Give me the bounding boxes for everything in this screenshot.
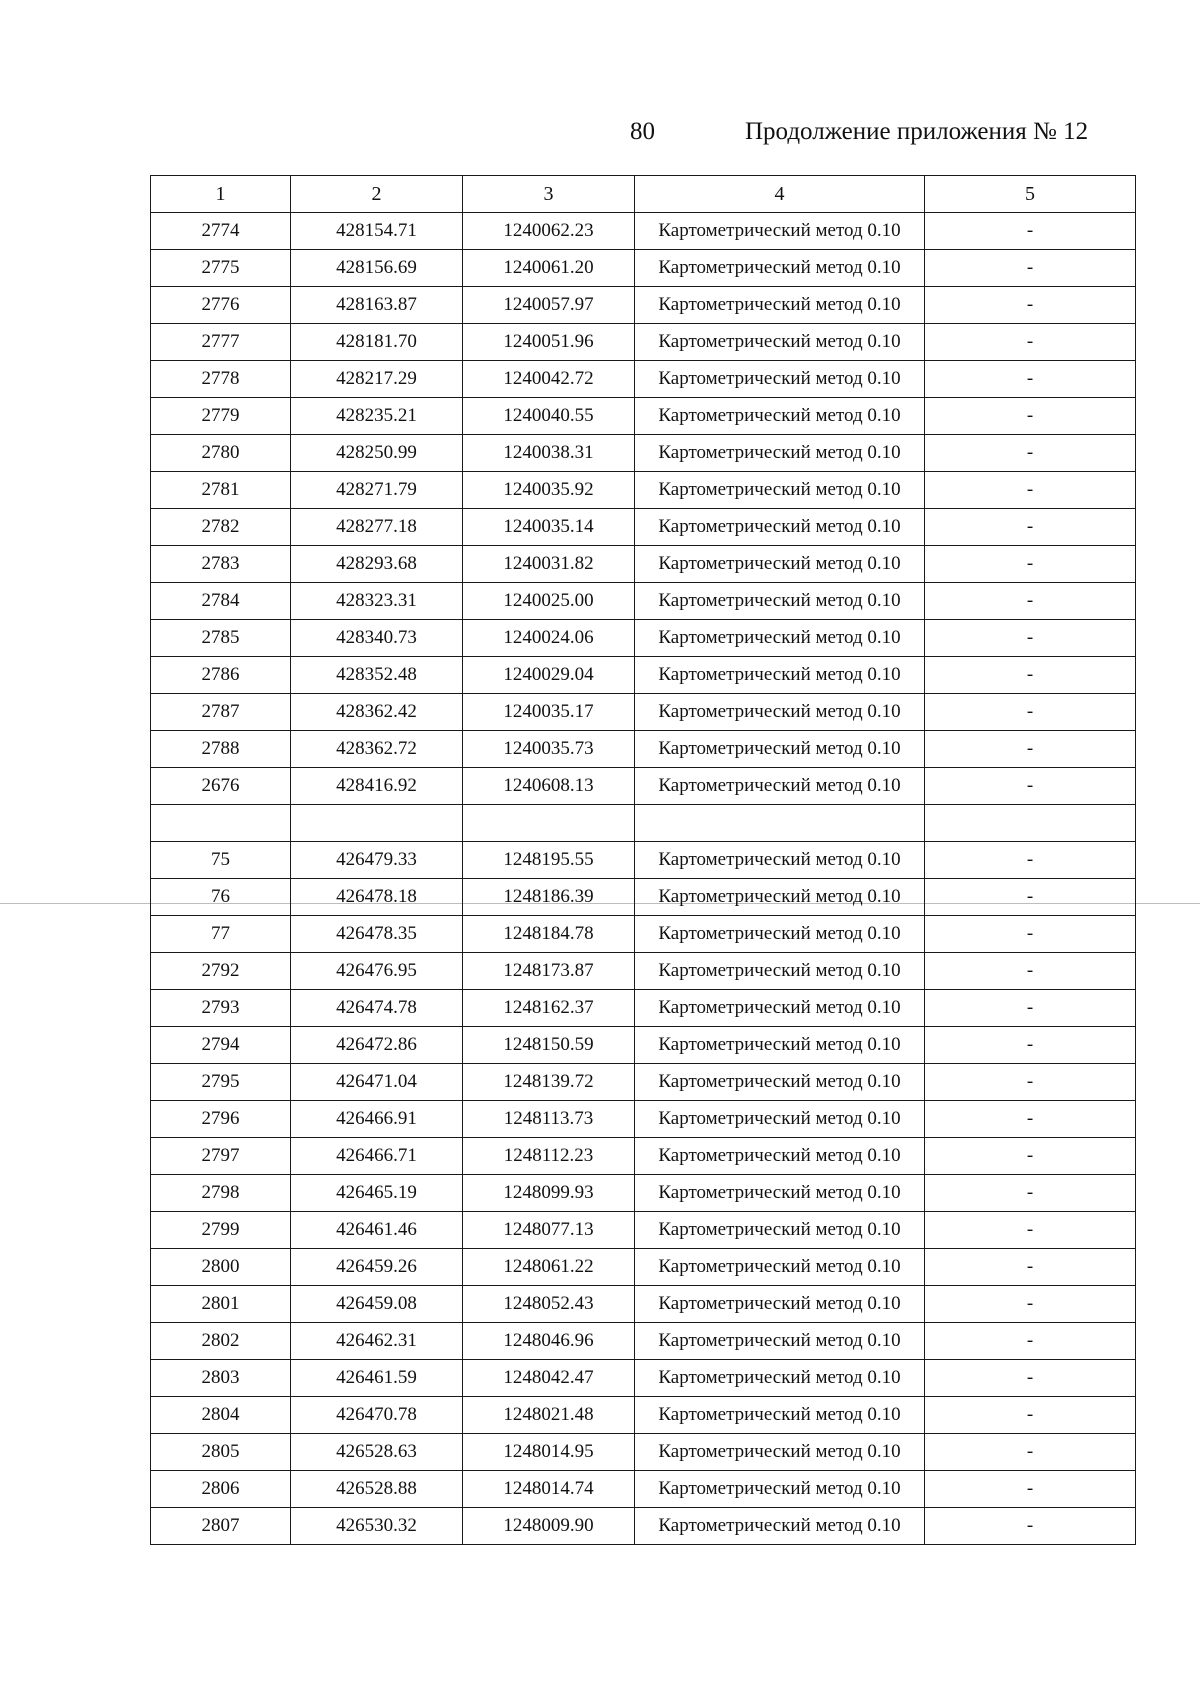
x-coordinate-cell: 426528.88 (291, 1471, 463, 1508)
method-cell: Картометрический метод 0.10 (635, 1064, 925, 1101)
y-coordinate-cell: 1240038.31 (463, 435, 635, 472)
x-coordinate-cell: 426530.32 (291, 1508, 463, 1545)
method-cell: Картометрический метод 0.10 (635, 1471, 925, 1508)
table-row (151, 1508, 1136, 1545)
point-number-cell: 2797 (151, 1138, 291, 1175)
x-coordinate-cell: 426476.95 (291, 953, 463, 990)
point-number-cell: 2774 (151, 213, 291, 250)
page-header (0, 118, 1200, 162)
y-coordinate-cell: 1240608.13 (463, 768, 635, 805)
table-row (151, 1027, 1136, 1064)
note-cell: - (925, 250, 1136, 287)
note-cell: - (925, 731, 1136, 768)
table-header-row (151, 176, 1136, 213)
method-cell: Картометрический метод 0.10 (635, 1508, 925, 1545)
method-cell: Картометрический метод 0.10 (635, 1397, 925, 1434)
note-cell: - (925, 694, 1136, 731)
point-number-cell: 2777 (151, 324, 291, 361)
y-coordinate-cell: 1248009.90 (463, 1508, 635, 1545)
x-coordinate-cell: 426474.78 (291, 990, 463, 1027)
point-number-cell: 2796 (151, 1101, 291, 1138)
note-cell: - (925, 1323, 1136, 1360)
note-cell: - (925, 1508, 1136, 1545)
point-number-cell: 75 (151, 842, 291, 879)
point-number-cell: 2798 (151, 1175, 291, 1212)
table-row (151, 435, 1136, 472)
method-cell: Картометрический метод 0.10 (635, 1323, 925, 1360)
point-number-cell: 2801 (151, 1286, 291, 1323)
x-coordinate-cell: 428156.69 (291, 250, 463, 287)
column-header-4: 4 (635, 176, 925, 213)
y-coordinate-cell: 1240062.23 (463, 213, 635, 250)
point-number-cell: 2802 (151, 1323, 291, 1360)
table-body (151, 213, 1136, 1545)
table-row (151, 990, 1136, 1027)
point-number-cell: 2807 (151, 1508, 291, 1545)
x-coordinate-cell: 428277.18 (291, 509, 463, 546)
x-coordinate-cell: 428362.72 (291, 731, 463, 768)
point-number-cell: 76 (151, 879, 291, 916)
y-coordinate-cell: 1240024.06 (463, 620, 635, 657)
table-row (151, 953, 1136, 990)
y-coordinate-cell: 1248061.22 (463, 1249, 635, 1286)
point-number-cell: 2785 (151, 620, 291, 657)
y-coordinate-cell: 1240061.20 (463, 250, 635, 287)
x-coordinate-cell: 428416.92 (291, 768, 463, 805)
x-coordinate-cell: 428235.21 (291, 398, 463, 435)
table-row (151, 657, 1136, 694)
table-row (151, 1212, 1136, 1249)
table-row (151, 1471, 1136, 1508)
point-number-cell: 2805 (151, 1434, 291, 1471)
x-coordinate-cell: 426466.71 (291, 1138, 463, 1175)
x-coordinate-cell: 428181.70 (291, 324, 463, 361)
x-coordinate-cell: 428340.73 (291, 620, 463, 657)
x-coordinate-cell: 426470.78 (291, 1397, 463, 1434)
coordinates-table (150, 175, 1136, 1545)
note-cell: - (925, 1101, 1136, 1138)
point-number-cell: 2795 (151, 1064, 291, 1101)
method-cell: Картометрический метод 0.10 (635, 1360, 925, 1397)
note-cell: - (925, 1249, 1136, 1286)
point-number-cell (151, 805, 291, 842)
y-coordinate-cell: 1240035.92 (463, 472, 635, 509)
y-coordinate-cell: 1240025.00 (463, 583, 635, 620)
x-coordinate-cell: 426459.08 (291, 1286, 463, 1323)
page-number: 80 (630, 118, 655, 145)
method-cell: Картометрический метод 0.10 (635, 287, 925, 324)
page-caption: Продолжение приложения № 12 (745, 118, 1089, 145)
y-coordinate-cell: 1248014.95 (463, 1434, 635, 1471)
note-cell: - (925, 583, 1136, 620)
y-coordinate-cell: 1248150.59 (463, 1027, 635, 1064)
note-cell: - (925, 213, 1136, 250)
note-cell: - (925, 398, 1136, 435)
x-coordinate-cell: 426528.63 (291, 1434, 463, 1471)
note-cell: - (925, 1064, 1136, 1101)
note-cell: - (925, 842, 1136, 879)
column-header-1: 1 (151, 176, 291, 213)
x-coordinate-cell: 428154.71 (291, 213, 463, 250)
x-coordinate-cell: 428250.99 (291, 435, 463, 472)
y-coordinate-cell: 1248042.47 (463, 1360, 635, 1397)
y-coordinate-cell: 1248046.96 (463, 1323, 635, 1360)
table-row (151, 1101, 1136, 1138)
method-cell: Картометрический метод 0.10 (635, 1249, 925, 1286)
table-row (151, 583, 1136, 620)
note-cell: - (925, 287, 1136, 324)
method-cell: Картометрический метод 0.10 (635, 1434, 925, 1471)
note-cell: - (925, 509, 1136, 546)
note-cell: - (925, 916, 1136, 953)
table-row (151, 250, 1136, 287)
x-coordinate-cell: 426461.59 (291, 1360, 463, 1397)
table-row (151, 1064, 1136, 1101)
y-coordinate-cell: 1248021.48 (463, 1397, 635, 1434)
method-cell: Картометрический метод 0.10 (635, 1138, 925, 1175)
x-coordinate-cell: 428352.48 (291, 657, 463, 694)
method-cell: Картометрический метод 0.10 (635, 250, 925, 287)
x-coordinate-cell: 426478.18 (291, 879, 463, 916)
point-number-cell: 2786 (151, 657, 291, 694)
table-row (151, 324, 1136, 361)
point-number-cell: 2781 (151, 472, 291, 509)
method-cell: Картометрический метод 0.10 (635, 879, 925, 916)
table-row (151, 805, 1136, 842)
y-coordinate-cell: 1248186.39 (463, 879, 635, 916)
point-number-cell: 2782 (151, 509, 291, 546)
method-cell: Картометрический метод 0.10 (635, 768, 925, 805)
point-number-cell: 2806 (151, 1471, 291, 1508)
note-cell: - (925, 768, 1136, 805)
y-coordinate-cell: 1240040.55 (463, 398, 635, 435)
y-coordinate-cell: 1248139.72 (463, 1064, 635, 1101)
table-row (151, 1138, 1136, 1175)
y-coordinate-cell: 1248173.87 (463, 953, 635, 990)
note-cell: - (925, 324, 1136, 361)
note-cell: - (925, 1138, 1136, 1175)
method-cell: Картометрический метод 0.10 (635, 953, 925, 990)
y-coordinate-cell: 1240042.72 (463, 361, 635, 398)
x-coordinate-cell: 426466.91 (291, 1101, 463, 1138)
x-coordinate-cell: 428163.87 (291, 287, 463, 324)
table-row (151, 1360, 1136, 1397)
y-coordinate-cell: 1248195.55 (463, 842, 635, 879)
x-coordinate-cell: 428293.68 (291, 546, 463, 583)
table-row (151, 1434, 1136, 1471)
x-coordinate-cell: 426465.19 (291, 1175, 463, 1212)
x-coordinate-cell: 428271.79 (291, 472, 463, 509)
method-cell: Картометрический метод 0.10 (635, 398, 925, 435)
x-coordinate-cell: 428362.42 (291, 694, 463, 731)
y-coordinate-cell: 1248052.43 (463, 1286, 635, 1323)
table-row (151, 472, 1136, 509)
point-number-cell: 2800 (151, 1249, 291, 1286)
note-cell: - (925, 546, 1136, 583)
method-cell: Картометрический метод 0.10 (635, 472, 925, 509)
table-row (151, 879, 1136, 916)
y-coordinate-cell: 1248014.74 (463, 1471, 635, 1508)
note-cell: - (925, 1286, 1136, 1323)
table-row (151, 842, 1136, 879)
note-cell: - (925, 1471, 1136, 1508)
method-cell: Картометрический метод 0.10 (635, 1175, 925, 1212)
table-row (151, 398, 1136, 435)
note-cell: - (925, 879, 1136, 916)
point-number-cell: 2784 (151, 583, 291, 620)
method-cell: Картометрический метод 0.10 (635, 620, 925, 657)
point-number-cell: 2799 (151, 1212, 291, 1249)
method-cell: Картометрический метод 0.10 (635, 361, 925, 398)
method-cell: Картометрический метод 0.10 (635, 546, 925, 583)
table-row (151, 361, 1136, 398)
point-number-cell: 2804 (151, 1397, 291, 1434)
y-coordinate-cell: 1240051.96 (463, 324, 635, 361)
point-number-cell: 2780 (151, 435, 291, 472)
method-cell: Картометрический метод 0.10 (635, 731, 925, 768)
point-number-cell: 2787 (151, 694, 291, 731)
x-coordinate-cell: 426479.33 (291, 842, 463, 879)
point-number-cell: 2776 (151, 287, 291, 324)
y-coordinate-cell: 1248099.93 (463, 1175, 635, 1212)
point-number-cell: 2676 (151, 768, 291, 805)
note-cell: - (925, 435, 1136, 472)
x-coordinate-cell: 426472.86 (291, 1027, 463, 1064)
x-coordinate-cell (291, 805, 463, 842)
x-coordinate-cell: 426478.35 (291, 916, 463, 953)
table-row (151, 916, 1136, 953)
method-cell: Картометрический метод 0.10 (635, 509, 925, 546)
y-coordinate-cell: 1248113.73 (463, 1101, 635, 1138)
method-cell: Картометрический метод 0.10 (635, 324, 925, 361)
x-coordinate-cell: 426471.04 (291, 1064, 463, 1101)
method-cell: Картометрический метод 0.10 (635, 657, 925, 694)
table-row (151, 694, 1136, 731)
table-row (151, 731, 1136, 768)
note-cell: - (925, 1175, 1136, 1212)
note-cell: - (925, 1027, 1136, 1064)
method-cell: Картометрический метод 0.10 (635, 1286, 925, 1323)
y-coordinate-cell: 1240035.17 (463, 694, 635, 731)
note-cell: - (925, 361, 1136, 398)
method-cell: Картометрический метод 0.10 (635, 842, 925, 879)
point-number-cell: 2794 (151, 1027, 291, 1064)
table-row (151, 1397, 1136, 1434)
y-coordinate-cell: 1240035.14 (463, 509, 635, 546)
method-cell: Картометрический метод 0.10 (635, 435, 925, 472)
x-coordinate-cell: 426461.46 (291, 1212, 463, 1249)
note-cell: - (925, 657, 1136, 694)
note-cell: - (925, 472, 1136, 509)
x-coordinate-cell: 426459.26 (291, 1249, 463, 1286)
y-coordinate-cell: 1248162.37 (463, 990, 635, 1027)
x-coordinate-cell: 426462.31 (291, 1323, 463, 1360)
y-coordinate-cell: 1248112.23 (463, 1138, 635, 1175)
note-cell: - (925, 953, 1136, 990)
note-cell: - (925, 1434, 1136, 1471)
y-coordinate-cell: 1240031.82 (463, 546, 635, 583)
table-row (151, 1323, 1136, 1360)
point-number-cell: 2779 (151, 398, 291, 435)
method-cell: Картометрический метод 0.10 (635, 694, 925, 731)
method-cell: Картометрический метод 0.10 (635, 1027, 925, 1064)
method-cell: Картометрический метод 0.10 (635, 1212, 925, 1249)
note-cell: - (925, 620, 1136, 657)
point-number-cell: 2775 (151, 250, 291, 287)
point-number-cell: 2793 (151, 990, 291, 1027)
column-header-2: 2 (291, 176, 463, 213)
note-cell (925, 805, 1136, 842)
x-coordinate-cell: 428217.29 (291, 361, 463, 398)
table-row (151, 1249, 1136, 1286)
note-cell: - (925, 1397, 1136, 1434)
table-row (151, 546, 1136, 583)
point-number-cell: 2783 (151, 546, 291, 583)
note-cell: - (925, 1212, 1136, 1249)
method-cell: Картометрический метод 0.10 (635, 1101, 925, 1138)
note-cell: - (925, 1360, 1136, 1397)
point-number-cell: 2778 (151, 361, 291, 398)
method-cell: Картометрический метод 0.10 (635, 583, 925, 620)
y-coordinate-cell: 1240029.04 (463, 657, 635, 694)
x-coordinate-cell: 428323.31 (291, 583, 463, 620)
y-coordinate-cell (463, 805, 635, 842)
y-coordinate-cell: 1248077.13 (463, 1212, 635, 1249)
column-header-5: 5 (925, 176, 1136, 213)
table-row (151, 620, 1136, 657)
point-number-cell: 2788 (151, 731, 291, 768)
point-number-cell: 77 (151, 916, 291, 953)
table-row (151, 768, 1136, 805)
point-number-cell: 2792 (151, 953, 291, 990)
y-coordinate-cell: 1240035.73 (463, 731, 635, 768)
method-cell (635, 805, 925, 842)
point-number-cell: 2803 (151, 1360, 291, 1397)
method-cell: Картометрический метод 0.10 (635, 990, 925, 1027)
table-row (151, 287, 1136, 324)
method-cell: Картометрический метод 0.10 (635, 213, 925, 250)
y-coordinate-cell: 1248184.78 (463, 916, 635, 953)
table-row (151, 1175, 1136, 1212)
y-coordinate-cell: 1240057.97 (463, 287, 635, 324)
column-header-3: 3 (463, 176, 635, 213)
method-cell: Картометрический метод 0.10 (635, 916, 925, 953)
table-row (151, 509, 1136, 546)
table-row (151, 1286, 1136, 1323)
note-cell: - (925, 990, 1136, 1027)
table-row (151, 213, 1136, 250)
